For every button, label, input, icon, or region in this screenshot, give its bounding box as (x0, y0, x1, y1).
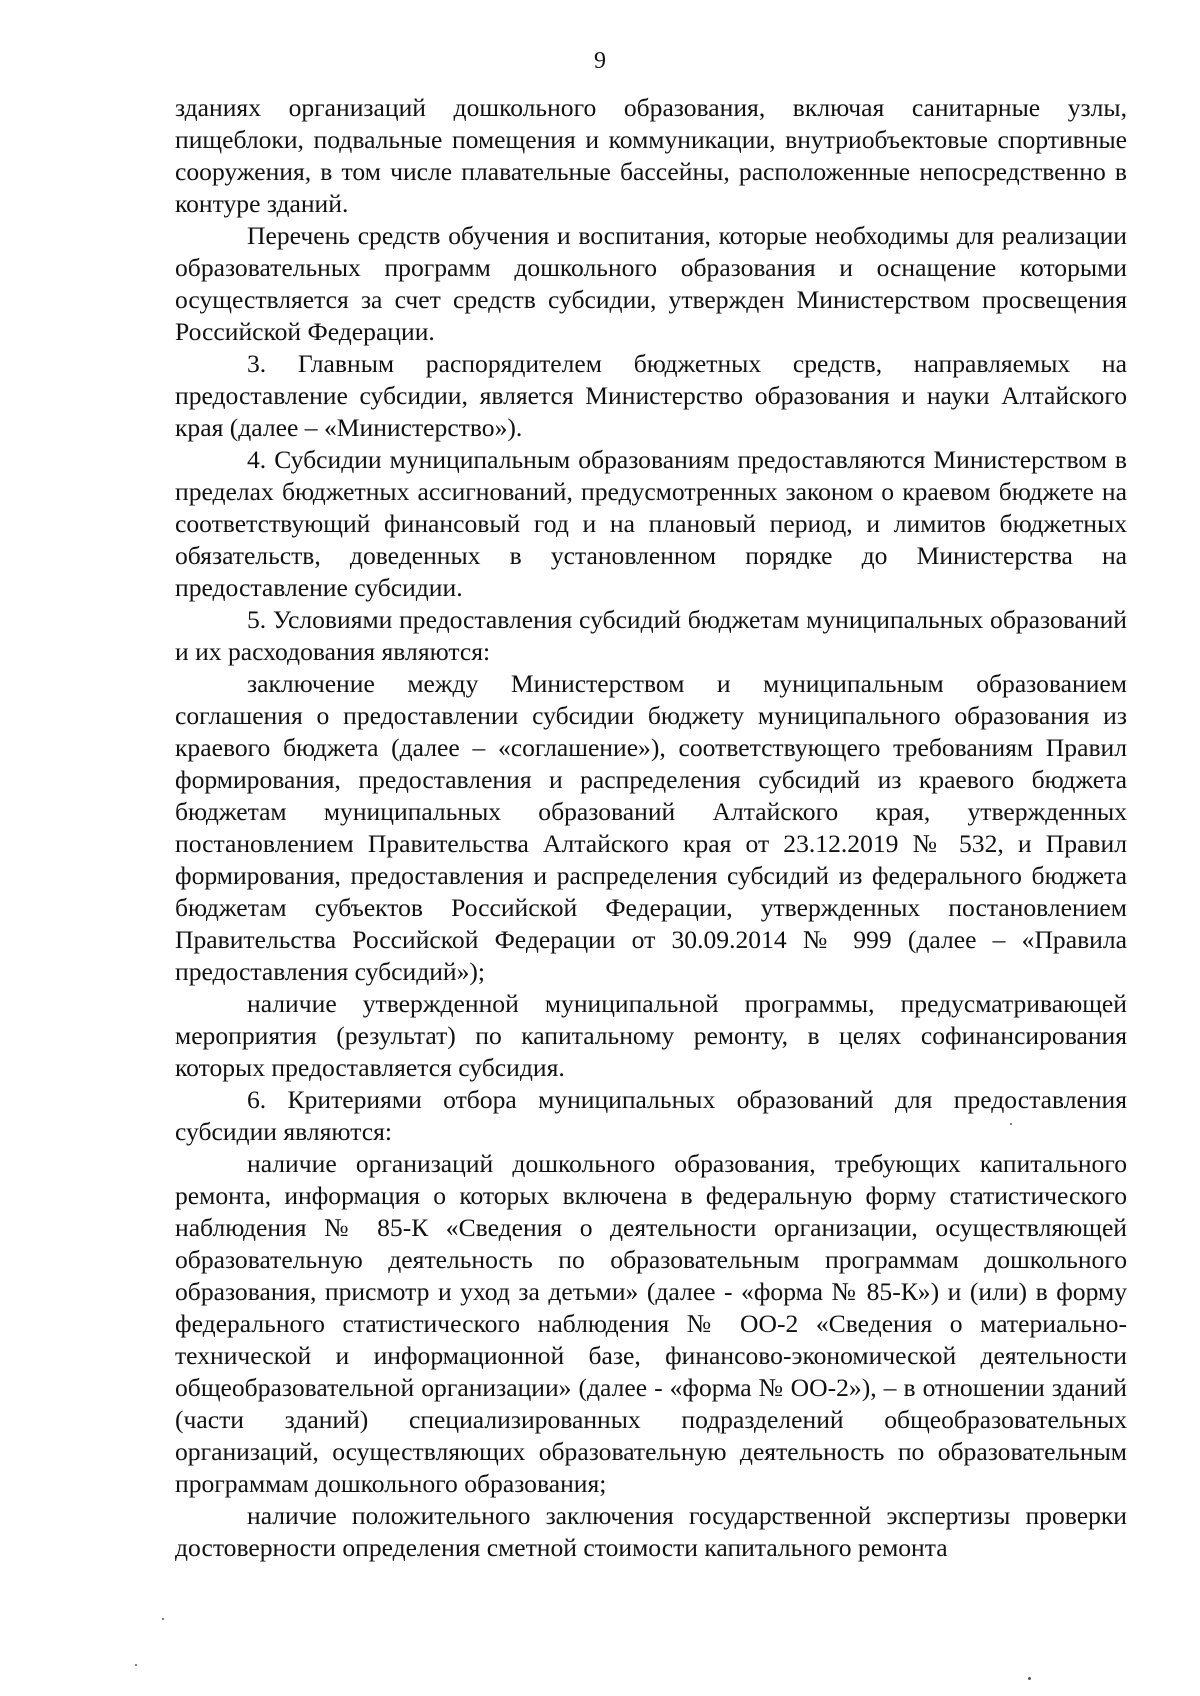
paragraph-item-6: 6. Критериями отбора муниципальных образований для предоставления субсидии являются: (175, 1085, 1127, 1146)
paragraph-condition-agreement: заключение между Министерством и муниципальным образованием соглашения о предоставлении субсидии бюджету муниципального образования из краевого бюджета (далее – «соглашение»), соответствующего требованиям Правил формирования, предоставления и распределения субсидий из краевого бюджета бюджетам муниципальных образований Алтайского края, утвержденных постановлением Правительства Алтайского края от 23.12.2019 № 532, и Правил формирования, предоставления и распределения субсидий из федерального бюджета бюджетам субъектов Российской Федерации, утвержденных постановлением Правительства Российской Федерации от 30.09.2014 № 999 (далее – «Правила предоставления субсидий»); (175, 669, 1127, 986)
paragraph-item-5: 5. Условиями предоставления субсидий бюджетам муниципальных образований и их расходования являются: (175, 605, 1127, 666)
paragraph-equipment-list: Перечень средств обучения и воспитания, которые необходимы для реализации образовательных программ дошкольного образования и оснащение которыми осуществляется за счет средств субсидии, утвержден Министерством просвещения Российской Федерации. (175, 221, 1127, 346)
paragraph-condition-program: наличие утвержденной муниципальной программы, предусматривающей мероприятия (результат) по капитальному ремонту, в целях софинансирования которых предоставляется субсидия. (175, 989, 1127, 1082)
paragraph-criterion-expertise: наличие положительного заключения государственной экспертизы проверки достоверности определения сметной стоимости капитального ремонта (175, 1501, 1127, 1562)
scan-speck (1028, 1677, 1031, 1680)
scan-speck (1010, 1123, 1012, 1125)
paragraph-item-3: 3. Главным распорядителем бюджетных средств, направляемых на предоставление субсидии, является Министерство образования и науки Алтайского края (далее – «Министерство»). (175, 349, 1127, 442)
paragraph-continuation: зданиях организаций дошкольного образования, включая санитарные узлы, пищеблоки, подвальные помещения и коммуникации, внутриобъектовые спортивные сооружения, в том числе плавательные бассейны, расположенные непосредственно в контуре зданий. (175, 93, 1127, 218)
scan-speck (135, 1664, 137, 1666)
scan-speck (162, 1618, 164, 1620)
page-number: 9 (594, 48, 606, 74)
paragraph-criterion-organizations: наличие организаций дошкольного образования, требующих капитального ремонта, информация о которых включена в федеральную форму статистического наблюдения № 85-К «Сведения о деятельности организации, осуществляющей образовательную деятельность по образовательным программам дошкольного образования, присмотр и уход за детьми» (далее - «форма № 85-К») и (или) в форму федерального статистического наблюдения № ОО-2 «Сведения о материально-технической и информационной базе, финансово-экономической деятельности общеобразовательной организации» (далее - «форма № ОО-2»), – в отношении зданий (части зданий) специализированных подразделений общеобразовательных организаций, осуществляющих образовательную деятельность по образовательным программам дошкольного образования; (175, 1149, 1127, 1498)
paragraph-item-4: 4. Субсидии муниципальным образованиям предоставляются Министерством в пределах бюджетных ассигнований, предусмотренных законом о краевом бюджете на соответствующий финансовый год и на плановый период, и лимитов бюджетных обязательств, доведенных в установленном порядке до Министерства на предоставление субсидии. (175, 445, 1127, 602)
document-body (175, 92, 1127, 1564)
